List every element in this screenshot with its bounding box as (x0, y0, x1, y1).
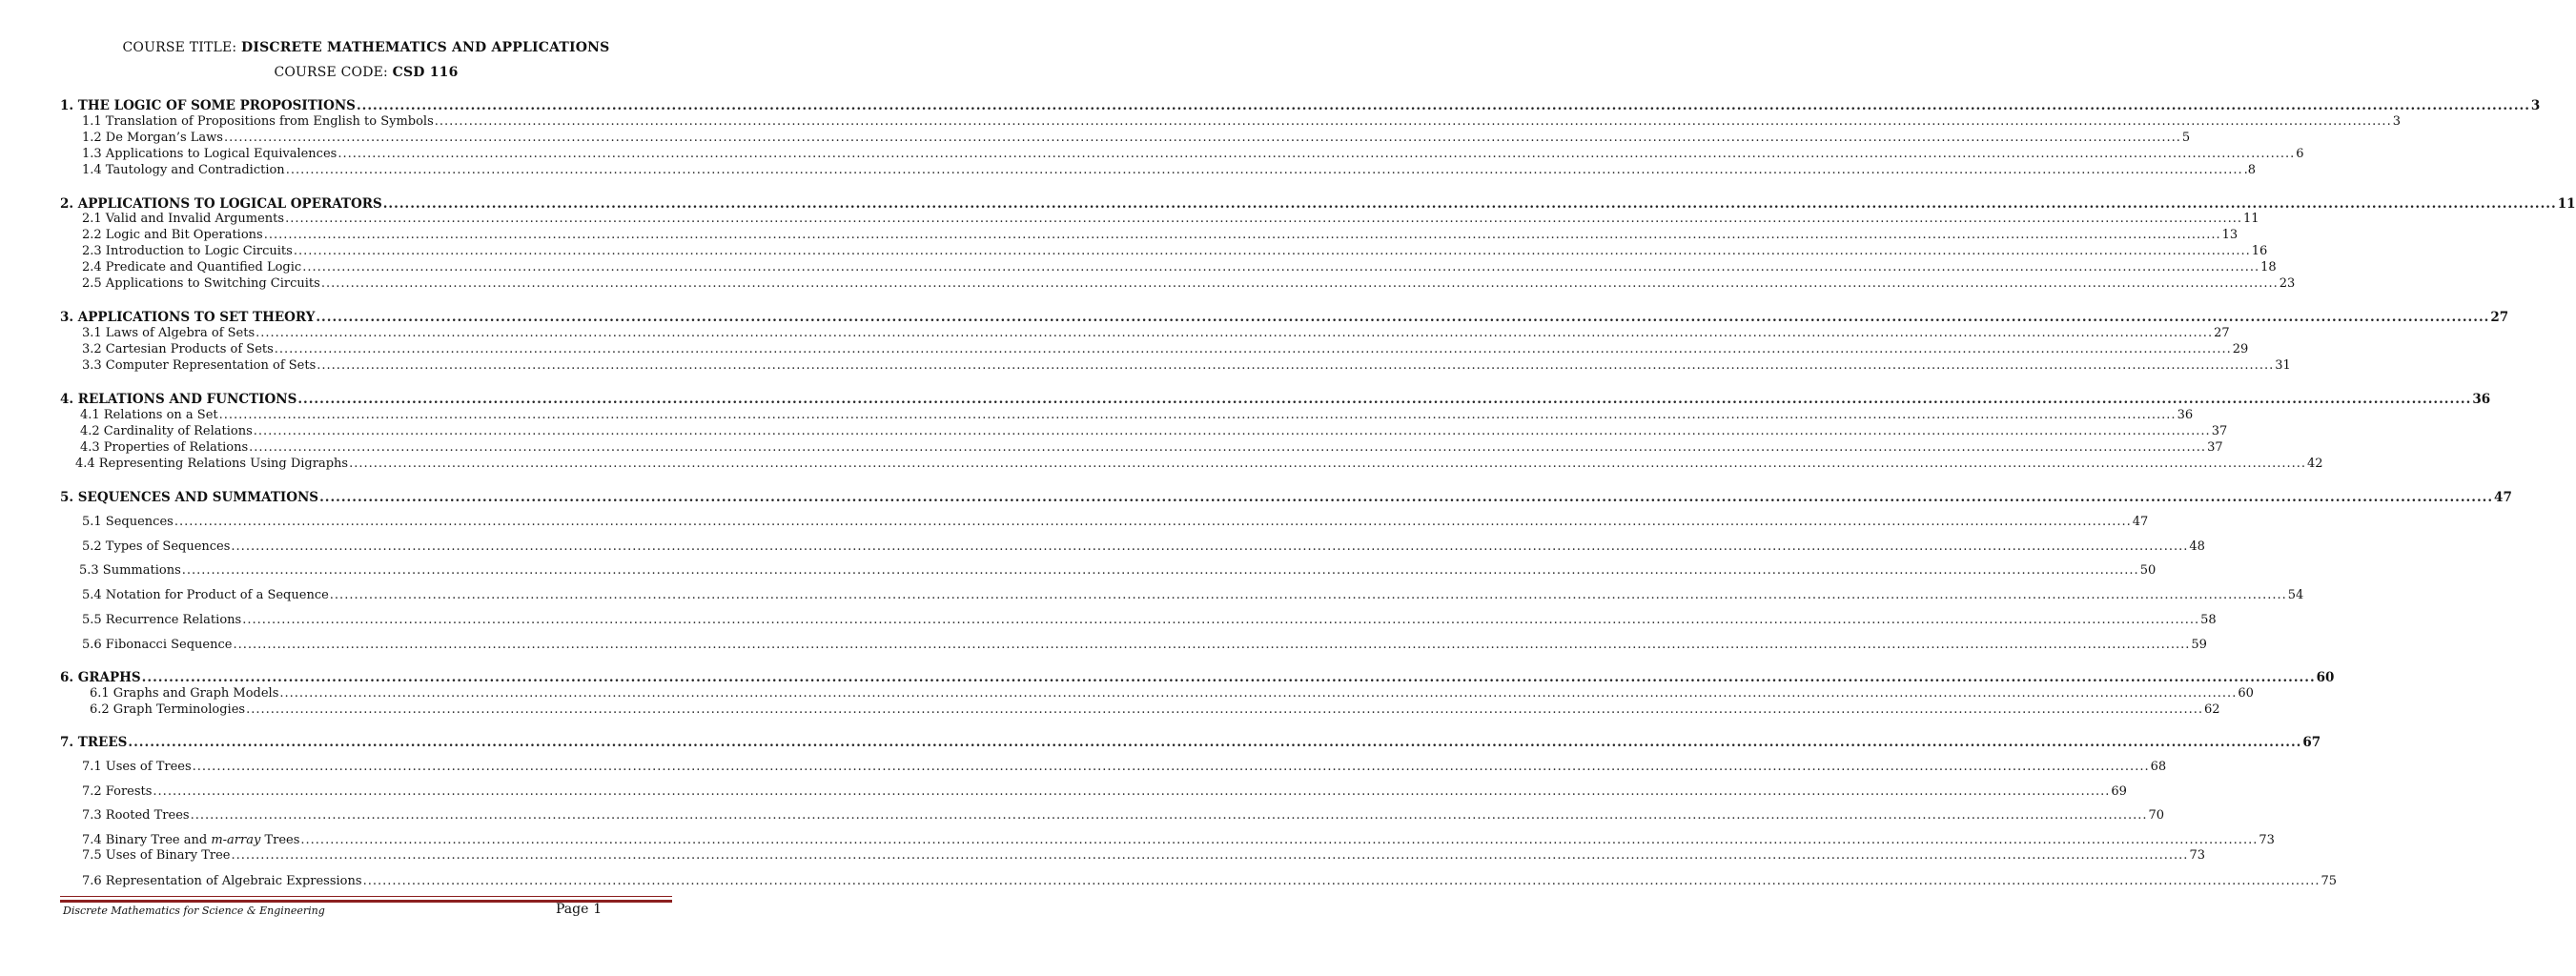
course-code-value: CSD 116 (392, 65, 459, 80)
toc-page-number: 75 (2320, 874, 2338, 888)
toc-entry-title: 5.1 Sequences (82, 515, 174, 529)
toc-page-number: 47 (2494, 490, 2512, 505)
toc-entry (82, 613, 2217, 628)
toc-leader-dots: ................................................................................................................................................................................................................................................................................................................................................................................................................ (434, 114, 2392, 129)
toc-leader-dots: ................................................................................................................................................................................................................................................................................................................................................................................................................ (246, 702, 2204, 717)
toc-leader-dots: ................................................................................................................................................................................................................................................................................................................................................................................................................ (362, 874, 2320, 888)
toc-leader-dots: ................................................................................................................................................................................................................................................................................................................................................................................................................ (181, 563, 2139, 578)
footer-rule-thin (60, 896, 672, 897)
toc-leader-dots: ................................................................................................................................................................................................................................................................................................................................................................................................................ (300, 833, 2259, 847)
toc-entry (82, 760, 2167, 775)
toc-page-number: 23 (2279, 276, 2296, 291)
toc-entry-title (82, 833, 299, 848)
toc-entry (82, 638, 2207, 653)
toc-entry (82, 260, 2277, 275)
toc-entry-title: 3. APPLICATIONS TO SET THEORY (60, 310, 316, 325)
toc-page-number: 36 (2472, 392, 2491, 407)
toc-page-number: 58 (2200, 613, 2217, 627)
toc-page-number: 37 (2207, 440, 2223, 455)
toc-entry-title: 5.4 Notation for Product of a Sequence (82, 588, 329, 602)
toc-page-number: 60 (2238, 686, 2254, 701)
toc-entry-title: 5. SEQUENCES AND SUMMATIONS (60, 490, 319, 505)
toc-entry-title: 2.1 Valid and Invalid Arguments (82, 212, 285, 226)
toc-entry-title: 6.1 Graphs and Graph Models (90, 686, 279, 701)
toc-leader-dots: ................................................................................................................................................................................................................................................................................................................................................................................................................ (128, 735, 2302, 750)
toc-leader-dots: ................................................................................................................................................................................................................................................................................................................................................................................................................ (141, 670, 2316, 685)
toc-leader-dots: ................................................................................................................................................................................................................................................................................................................................................................................................................ (302, 260, 2260, 274)
toc-leader-dots: ................................................................................................................................................................................................................................................................................................................................................................................................................ (329, 588, 2287, 602)
toc-entry (82, 848, 2205, 864)
toc-leader-dots: ................................................................................................................................................................................................................................................................................................................................................................................................................ (356, 98, 2530, 113)
toc-entry-title: 3.3 Computer Representation of Sets (82, 358, 317, 373)
toc-entry (82, 212, 2259, 227)
toc-page-number: 60 (2316, 670, 2335, 685)
toc-leader-dots: ................................................................................................................................................................................................................................................................................................................................................................................................................ (293, 244, 2251, 258)
toc-entry (90, 702, 2220, 718)
toc-page-number: 31 (2275, 358, 2291, 373)
toc-leader-dots: ................................................................................................................................................................................................................................................................................................................................................................................................................ (316, 310, 2490, 325)
toc-entry (82, 784, 2127, 800)
toc-entry-title: 3.2 Cartesian Products of Sets (82, 342, 274, 356)
toc-entry-title: 4.2 Cardinality of Relations (80, 424, 253, 438)
toc-entry (82, 244, 2268, 259)
course-title: COURSE TITLE: DISCRETE MATHEMATICS AND APPLICATIONS (122, 40, 610, 55)
toc-entry (82, 228, 2239, 243)
toc-entry-title-part: Trees (260, 833, 300, 847)
toc-entry-title: 1.3 Applications to Logical Equivalences (82, 147, 337, 161)
toc-entry-title: 7.3 Rooted Trees (82, 808, 190, 823)
footer-page (556, 902, 602, 917)
toc-chapter (60, 310, 2509, 325)
toc-entry-title: 6. GRAPHS (60, 670, 141, 685)
toc-entry-title: 5.2 Types of Sequences (82, 539, 231, 554)
toc-entry-title: 4.1 Relations on a Set (80, 408, 218, 422)
toc-page-number: 29 (2232, 342, 2249, 356)
toc-page-number: 47 (2132, 515, 2149, 529)
toc-page-number: 13 (2221, 228, 2239, 242)
toc-entry (80, 424, 2228, 439)
course-title-value: DISCRETE MATHEMATICS AND APPLICATIONS (240, 40, 610, 55)
toc-entry-title: 5.6 Fibonacci Sequence (82, 638, 233, 652)
toc-page-number: 18 (2260, 260, 2277, 274)
toc-chapter (60, 392, 2491, 407)
toc-entry-title: 7. TREES (60, 735, 128, 750)
toc-entry (82, 147, 2304, 162)
toc-entry-title: 1.2 De Morgan’s Laws (82, 131, 223, 145)
toc-entry-title: 6.2 Graph Terminologies (90, 702, 246, 717)
toc-entry-title: 4.3 Properties of Relations (80, 440, 249, 455)
toc-page-number: 54 (2287, 588, 2304, 602)
toc-entry-title: 4.4 Representing Relations Using Digraphs (75, 457, 349, 471)
toc-leader-dots: ................................................................................................................................................................................................................................................................................................................................................................................................................ (285, 212, 2242, 226)
toc-entry (82, 131, 2191, 146)
toc-entry-title: 7.5 Uses of Binary Tree (82, 848, 231, 863)
toc-page-number: 62 (2204, 702, 2220, 717)
toc-page-number: 68 (2150, 760, 2167, 774)
toc-chapter (60, 196, 2576, 212)
toc-entry-title: 1. THE LOGIC OF SOME PROPOSITIONS (60, 98, 356, 113)
toc-leader-dots: ................................................................................................................................................................................................................................................................................................................................................................................................................ (263, 228, 2221, 242)
toc-page-number: 3 (2530, 98, 2541, 113)
toc-leader-dots: ................................................................................................................................................................................................................................................................................................................................................................................................................ (190, 808, 2148, 823)
toc-chapter (60, 490, 2512, 505)
toc-leader-dots: ................................................................................................................................................................................................................................................................................................................................................................................................................ (231, 848, 2189, 863)
toc-entry (82, 114, 2401, 130)
toc-leader-dots: ................................................................................................................................................................................................................................................................................................................................................................................................................ (382, 196, 2557, 212)
toc-entry-title: 2.3 Introduction to Logic Circuits (82, 244, 293, 258)
toc-page-number: 73 (2259, 833, 2275, 847)
toc-page-number: 50 (2139, 563, 2157, 578)
toc-entry (80, 408, 2194, 423)
toc-page-number: 37 (2211, 424, 2228, 438)
toc-entry-title-italic: m-array (211, 833, 261, 847)
toc-entry-title: 2. APPLICATIONS TO LOGICAL OPERATORS (60, 196, 382, 212)
toc-page-number: 11 (2557, 196, 2576, 212)
toc-leader-dots: ................................................................................................................................................................................................................................................................................................................................................................................................................ (256, 326, 2214, 340)
toc-entry (82, 588, 2304, 603)
toc-page-number: 67 (2302, 735, 2321, 750)
toc-leader-dots: ................................................................................................................................................................................................................................................................................................................................................................................................................ (223, 131, 2181, 145)
toc-leader-dots: ................................................................................................................................................................................................................................................................................................................................................................................................................ (192, 760, 2150, 774)
toc-entry (82, 808, 2165, 824)
course-code: COURSE CODE: CSD 116 (274, 65, 459, 80)
toc-leader-dots: ................................................................................................................................................................................................................................................................................................................................................................................................................ (297, 392, 2472, 407)
toc-page-number: 16 (2251, 244, 2268, 258)
toc-page-number: .8 (2243, 163, 2257, 177)
toc-entry-title: 7.1 Uses of Trees (82, 760, 192, 774)
toc-leader-dots: ................................................................................................................................................................................................................................................................................................................................................................................................................ (320, 276, 2279, 291)
toc-entry (80, 440, 2223, 456)
toc-entry (82, 833, 2275, 848)
toc-page-number: 6 (2296, 147, 2304, 161)
toc-leader-dots: ................................................................................................................................................................................................................................................................................................................................................................................................................ (218, 408, 2177, 422)
toc-leader-dots: ................................................................................................................................................................................................................................................................................................................................................................................................................ (274, 342, 2232, 356)
toc-leader-dots: ................................................................................................................................................................................................................................................................................................................................................................................................................ (349, 457, 2307, 471)
toc-entry-title: 2.2 Logic and Bit Operations (82, 228, 263, 242)
toc-entry-title: 5.3 Summations (79, 563, 181, 578)
toc-page-number: 48 (2189, 539, 2205, 554)
toc-leader-dots: ................................................................................................................................................................................................................................................................................................................................................................................................................ (319, 490, 2494, 505)
toc-entry (82, 326, 2230, 341)
toc-entry-title: 2.4 Predicate and Quantified Logic (82, 260, 302, 274)
toc-entry (82, 276, 2296, 292)
toc-entry-title: 2.5 Applications to Switching Circuits (82, 276, 320, 291)
toc-page-number: 27 (2214, 326, 2230, 340)
toc-page-number: 59 (2191, 638, 2207, 652)
toc-entry-title-part: 7.4 Binary Tree and (82, 833, 212, 847)
toc-leader-dots: ................................................................................................................................................................................................................................................................................................................................................................................................................ (233, 638, 2191, 652)
toc-leader-dots: ................................................................................................................................................................................................................................................................................................................................................................................................................ (279, 686, 2238, 701)
toc-entry-title: 5.5 Recurrence Relations (82, 613, 242, 627)
toc-entry (82, 342, 2249, 357)
toc-leader-dots: ................................................................................................................................................................................................................................................................................................................................................................................................................ (231, 539, 2189, 554)
toc-page-number: 3 (2392, 114, 2401, 129)
toc-leader-dots: ................................................................................................................................................................................................................................................................................................................................................................................................................ (285, 163, 2243, 177)
toc-page-number: 36 (2177, 408, 2194, 422)
toc-page-number: 11 (2243, 212, 2259, 226)
toc-leader-dots: ................................................................................................................................................................................................................................................................................................................................................................................................................ (153, 784, 2111, 799)
toc-leader-dots: ................................................................................................................................................................................................................................................................................................................................................................................................................ (337, 147, 2296, 161)
toc-entry (79, 563, 2157, 579)
toc-entry-title: 4. RELATIONS AND FUNCTIONS (60, 392, 297, 407)
footer-page-label: Page (556, 902, 589, 917)
toc-page-number: 73 (2189, 848, 2205, 863)
toc-entry-title: 1.4 Tautology and Contradiction (82, 163, 285, 177)
toc-page-number: 5 (2181, 131, 2191, 145)
toc-chapter (60, 98, 2541, 113)
toc-entry-title: 1.1 Translation of Propositions from English to Symbols (82, 114, 434, 129)
toc-entry (82, 539, 2205, 555)
footer-book-title: Discrete Mathematics for Science & Engineering (63, 905, 325, 917)
toc-leader-dots: ................................................................................................................................................................................................................................................................................................................................................................................................................ (174, 515, 2132, 529)
toc-chapter (60, 670, 2335, 685)
toc-leader-dots: ................................................................................................................................................................................................................................................................................................................................................................................................................ (249, 440, 2207, 455)
toc-entry-title: 7.6 Representation of Algebraic Expressions (82, 874, 362, 888)
toc-entry (75, 457, 2323, 472)
toc-entry-title: 7.2 Forests (82, 784, 153, 799)
toc-entry (82, 874, 2338, 889)
toc-entry (82, 163, 2257, 178)
toc-entry (82, 515, 2149, 530)
toc-entry (82, 358, 2291, 374)
toc-entry-title: 3.1 Laws of Algebra of Sets (82, 326, 256, 340)
footer-page-number: 1 (593, 902, 603, 917)
toc-entry (90, 686, 2254, 702)
toc-page-number: 42 (2307, 457, 2323, 471)
toc-leader-dots: ................................................................................................................................................................................................................................................................................................................................................................................................................ (253, 424, 2211, 438)
toc-page-number: 27 (2490, 310, 2509, 325)
toc-page-number: 70 (2148, 808, 2165, 823)
toc-chapter (60, 735, 2321, 750)
toc-page-number: 69 (2111, 784, 2127, 799)
toc-leader-dots: ................................................................................................................................................................................................................................................................................................................................................................................................................ (317, 358, 2275, 373)
toc-leader-dots: ................................................................................................................................................................................................................................................................................................................................................................................................................ (242, 613, 2200, 627)
